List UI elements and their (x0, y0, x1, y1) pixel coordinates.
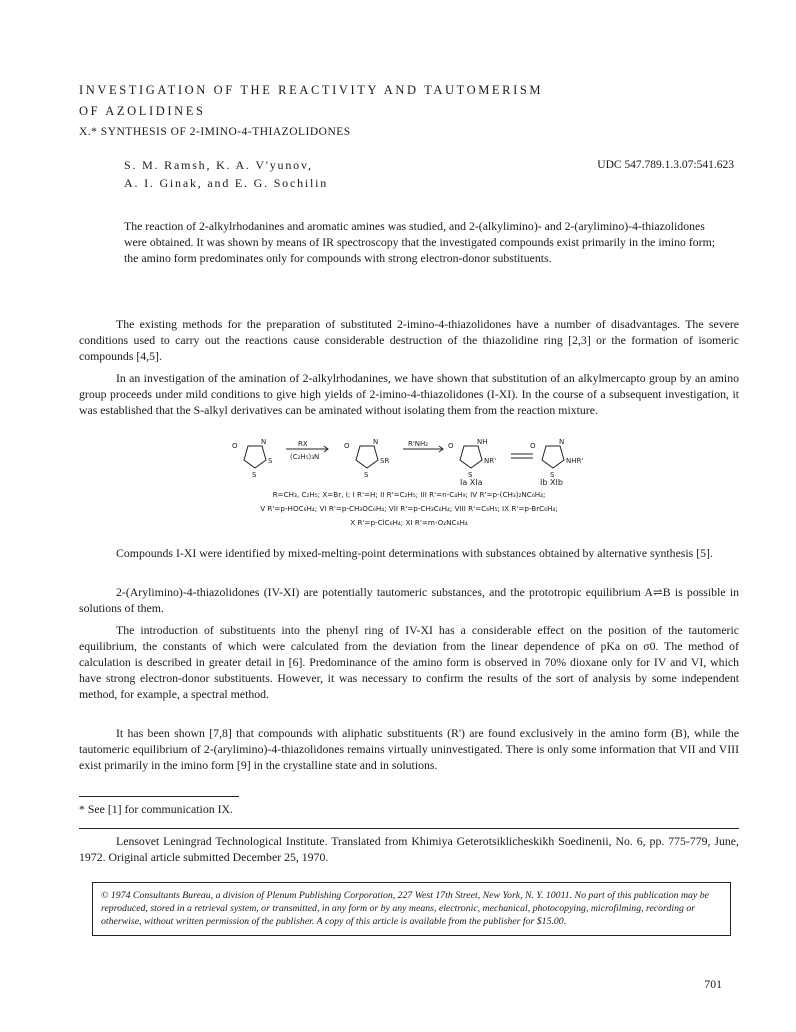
scheme-sub-2: SR (380, 457, 390, 465)
footnote-rule (79, 796, 239, 797)
scheme-s-1: S (252, 471, 257, 479)
scheme-n-1: N (261, 438, 267, 446)
r-definitions-line-2: V R'=p-HOC₆H₄; VI R'=p-CH₃OC₆H₄; VII R'=p-CH₃C₆H₄; VIII R'=C₆H₅; IX R'=p-BrC₆H₄; (260, 504, 558, 513)
scheme-n-4: N (559, 438, 565, 446)
paragraph-2-text: In an investigation of the amination of 2-alkylrhodanines, we have shown that substitution of an alkylmercapto group by an amino group proceeds under mild conditions to give high yields of 2-imino-4-thiazolidones (I-XI). In the course of a subsequent investigation, it was established that the S-alkyl derivatives can be aminated without isolating them from the reaction mixture. (79, 371, 739, 417)
r-definitions-line-1: R=CH₃, C₂H₅; X=Br, I; I R'=H; II R'=C₂H₅; III R'=n-C₄H₉; IV R'=p-(CH₃)₂NC₆H₄; (272, 490, 546, 499)
ring-3 (460, 446, 482, 468)
footnote: * See [1] for communication IX. (79, 802, 233, 816)
scheme-n-2: N (373, 438, 379, 446)
scheme-o-3: O (448, 442, 454, 450)
paragraph-3 (79, 545, 739, 561)
paragraph-5 (79, 622, 739, 702)
paragraph-1 (79, 316, 739, 364)
institute-note: Lensovet Leningrad Technological Institute. Translated from Khimiya Geterotsiklicheskikh Soedinenii, No. 6, pp. 775-779, June, 1972. Original article submitted December 25, 1970. (79, 834, 739, 864)
scheme-sub-1: S (268, 457, 273, 465)
authors-line-2: A. I. Ginak, and E. G. Sochilin (124, 176, 329, 190)
title-line-1: INVESTIGATION OF THE REACTIVITY AND TAUTOMERISM (79, 83, 544, 97)
paragraph-3-text: Compounds I-XI were identified by mixed-melting-point determinations with substances obtained by alternative synthesis [5]. (116, 546, 713, 560)
authors-line-1: S. M. Ramsh, K. A. V'yunov, (124, 158, 313, 172)
institute-rule (79, 828, 739, 829)
page-number: 701 (704, 977, 722, 991)
scheme-o-1: O (232, 442, 238, 450)
paragraph-4-text: 2-(Arylimino)-4-thiazolidones (IV-XI) are potentially tautomeric substances, and the prototropic equilibrium A⇌B is possible in solutions of them. (79, 585, 739, 615)
r-definitions-line-3: X R'=p-ClC₆H₄; XI R'=m-O₂NC₆H₄ (350, 518, 468, 527)
scheme-s-2: S (364, 471, 369, 479)
paragraph-1-text: The existing methods for the preparation of substituted 2-imino-4-thiazolidones have a number of disadvantages. The severe conditions used to carry out the reactions cause considerable destruction of the thiazolidine ring [2,3] or the formation of isomeric compounds [4,5]. (79, 317, 739, 363)
scheme-sub-3: NR' (484, 457, 497, 465)
title-line-2: OF AZOLIDINES (79, 104, 206, 118)
ring-4 (542, 446, 564, 468)
paragraph-2 (79, 370, 739, 418)
udc-code: UDC 547.789.1.3.07:541.623 (597, 159, 734, 171)
subtitle: X.* SYNTHESIS OF 2-IMINO-4-THIAZOLIDONES (79, 126, 351, 138)
scheme-sub-4: NHR' (566, 457, 584, 465)
scheme-s-4: S (550, 471, 555, 479)
scheme-nh-3: NH (477, 438, 488, 446)
paragraph-5-text: The introduction of substituents into the phenyl ring of IV-XI has a considerable effect on the position of the tautomeric equilibrium, the constants of which were calculated from the deviation from the linear dependence of pKa on σ0. The method of calculation is described in greater detail in [6]. Predominance of the amino form is observed in 70% dioxane only for IV and VI, which have strong electron-donor substituents. However, it was necessary to confirm the results of the sort of analysis by some independent method, for example, a spectral method. (79, 623, 739, 701)
copyright-box (92, 882, 731, 936)
label-b: Ib XIb (540, 478, 563, 486)
scheme-s-3: S (468, 471, 473, 479)
paragraph-6-text: It has been shown [7,8] that compounds with aliphatic substituents (R') are found exclusively in the amino form (B), while the tautomeric equilibrium of 2-(arylimino)-4-thiazolidones remains virtually uninvestigated. There is only some information that VII and VIII exist primarily in the imino form [9] in the crystalline state and in solutions. (79, 726, 739, 772)
ring-1 (244, 446, 266, 468)
scheme-o-2: O (344, 442, 350, 450)
reagent-2: R'NH₂ (408, 440, 429, 448)
scheme-o-4: O (530, 442, 536, 450)
paragraph-4 (79, 584, 739, 616)
copyright-text: © 1974 Consultants Bureau, a division of Plenum Publishing Corporation, 227 West 17th Street, New York, N. Y. 10011. No part of this publication may be reproduced, stored in a retrieval system, or transmitted, in any form or by any means, electronic, mechanical, photocopying, microfilming, recording or otherwise, without written permission of the publisher. A copy of this article is available from the publisher for $15.00. (101, 890, 709, 927)
reagent-1-top: RX (298, 440, 308, 448)
reaction-scheme (228, 436, 608, 486)
ring-2 (356, 446, 378, 468)
paragraph-6 (79, 725, 739, 773)
abstract: The reaction of 2-alkylrhodanines and aromatic amines was studied, and 2-(alkylimino)- and 2-(arylimino)-4-thiazolidones were obtained. It was shown by means of IR spectroscopy that the investigated compounds exist primarily in the imino form; the amino form predominates only for compounds with strong electron-donor substituents. (124, 219, 716, 265)
reagent-1-bottom: (C₂H₅)₃N (290, 453, 320, 461)
label-a: Ia XIa (460, 478, 483, 486)
